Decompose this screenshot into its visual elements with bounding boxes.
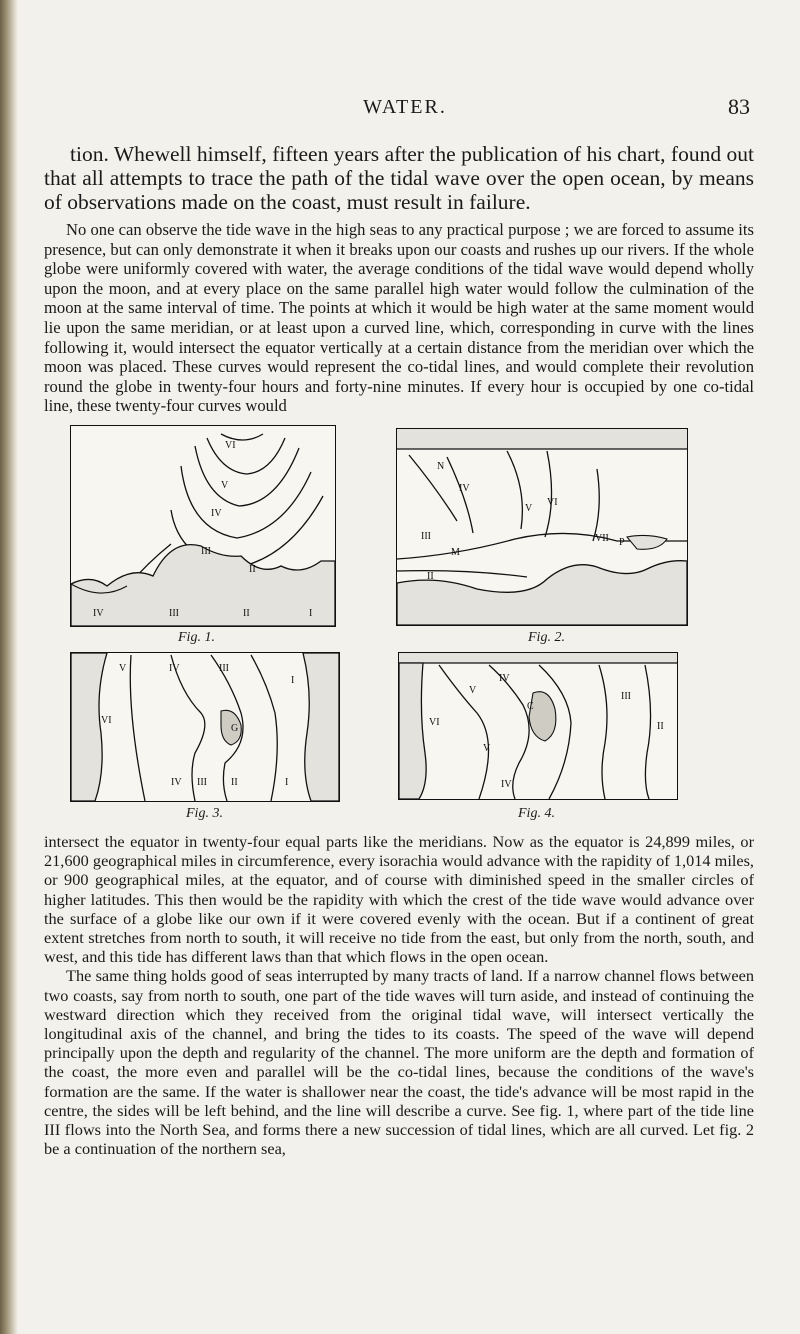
coastal-tide-paragraph: No one can observe the tide wave in the high seas to any practical purpose ; we are forced to assume its presence, but can only demonstrate it when it breaks upon our coasts and rushes up our rivers. If the whole globe were uniformly covered with water, the average conditions of the tidal wave would depend wholly upon the moon, and at every place on the same parallel high water would follow the culmination of the moon at the same interval of time. The points at which it would be high water at the same moment would lie upon the same meridian, or at least upon a curved line, which, corresponding in curve with the lines following it, would intersect the equator vertically at a certain distance from the meridian over which the moon was placed. These curves would represent the co-tidal lines, and would complete their revolution round the globe in twenty-four hours and forty-nine minutes. If every hour is occupied by one co-tidal line, these twenty-four curves would [44, 220, 754, 416]
fig3-label-4: VI [101, 715, 112, 726]
fig3-label-9: I [285, 777, 289, 788]
fig3-label-6: IV [171, 777, 182, 788]
fig2-label-8: II [427, 571, 434, 582]
figure-2-cotidal-diagram [396, 428, 688, 626]
figure-2-caption: Fig. 2. [528, 630, 565, 645]
figure-2-drawing [397, 429, 687, 625]
fig1-label-7: II [243, 608, 250, 619]
fig1-label-2: IV [211, 508, 222, 519]
fig2-label-0: N [437, 461, 445, 472]
fig2-label-7: M [451, 547, 460, 558]
fig1-label-1: V [221, 480, 229, 491]
figure-4-caption: Fig. 4. [518, 806, 555, 821]
fig3-label-0: V [119, 663, 127, 674]
fig3-label-5: G [231, 723, 239, 734]
figure-1-caption: Fig. 1. [178, 630, 215, 645]
intro-paragraph: tion. Whewell himself, fifteen years after the publication of his chart, found out that all attempts to trace the path of the tidal wave over the open ocean, by means of observations made on the coast, must result in failure. [44, 142, 754, 214]
fig3-label-8: II [231, 777, 238, 788]
fig2-label-2: V [525, 503, 533, 514]
figure-3-drawing [71, 653, 339, 801]
fig2-label-5: P [619, 537, 625, 548]
equator-paragraph: intersect the equator in twenty-four equal parts like the meridians. Now as the equator is 24,899 miles, or 21,600 geographical miles in circumference, every isorachia would advance with the rapidity of 1,014 miles, or 900 geographical miles, at the equator, and of course with diminished speed in the smaller circles of higher latitudes. This then would be the rapidity with which the crest of the tide wave would advance over the surface of a globe like our own if it were covered evenly with the ocean. But if a continent of great extent stretches from north to south, it will receive no tide from the east, but only from the north, south, and west, and this tide has different laws than that which flows in the open ocean. [44, 832, 754, 967]
fig2-label-3: VI [547, 497, 558, 508]
fig4-label-7: IV [501, 779, 512, 790]
bottom-text [44, 832, 754, 1158]
fig3-label-1: IV [169, 663, 180, 674]
fig2-label-1: IV [459, 483, 470, 494]
fig3-label-2: III [219, 663, 229, 674]
channel-paragraph: The same thing holds good of seas interrupted by many tracts of land. If a narrow channel flows between two coasts, say from north to south, one part of the tide waves will turn aside, and instead of continuing the westward direction which they received from the original tidal wave, will intersect vertically the longitudinal axis of the channel, and bring the tides to its coasts. The speed of the wave will depend principally upon the depth and regularity of the channel. The more uniform are the depth and formation of the coast, the more even and parallel will be the co-tidal lines, because the conditions of the wave's formation are the same. If the water is shallower near the coast, the tide's advance will be most rapid in the centre, the sides will be left behind, and the line will describe a curve. See fig. 1, where part of the tide line III flows into the North Sea, and forms there a new succession of tidal lines, which are all curved. Let fig. 2 be a continuation of the northern sea, [44, 966, 754, 1159]
fig1-label-0: VI [225, 440, 236, 451]
fig4-label-4: VI [429, 717, 440, 728]
fig1-label-4: II [249, 564, 256, 575]
fig4-label-6: V [483, 743, 491, 754]
fig4-label-5: II [657, 721, 664, 732]
fig1-label-8: I [309, 608, 313, 619]
fig1-label-5: IV [93, 608, 104, 619]
fig3-label-7: III [197, 777, 207, 788]
fig2-label-4: VII [595, 533, 609, 544]
figure-4-cotidal-diagram [398, 652, 678, 800]
fig3-label-3: I [291, 675, 295, 686]
figure-1-cotidal-diagram [70, 425, 336, 627]
fig4-label-0: IV [499, 673, 510, 684]
page-header [60, 96, 750, 126]
fig4-label-1: V [469, 685, 477, 696]
book-spine-shadow [0, 0, 18, 1334]
fig1-label-6: III [169, 608, 179, 619]
fig4-label-2: III [621, 691, 631, 702]
figure-3-caption: Fig. 3. [186, 806, 223, 821]
fig4-label-3: C [527, 701, 534, 712]
running-head: WATER. [363, 96, 447, 118]
fig1-label-3: III [201, 546, 211, 557]
figure-3-cotidal-diagram [70, 652, 340, 802]
figure-1-drawing [71, 426, 335, 626]
figure-4-drawing [399, 653, 677, 799]
page-number: 83 [728, 94, 750, 119]
fig2-label-6: III [421, 531, 431, 542]
